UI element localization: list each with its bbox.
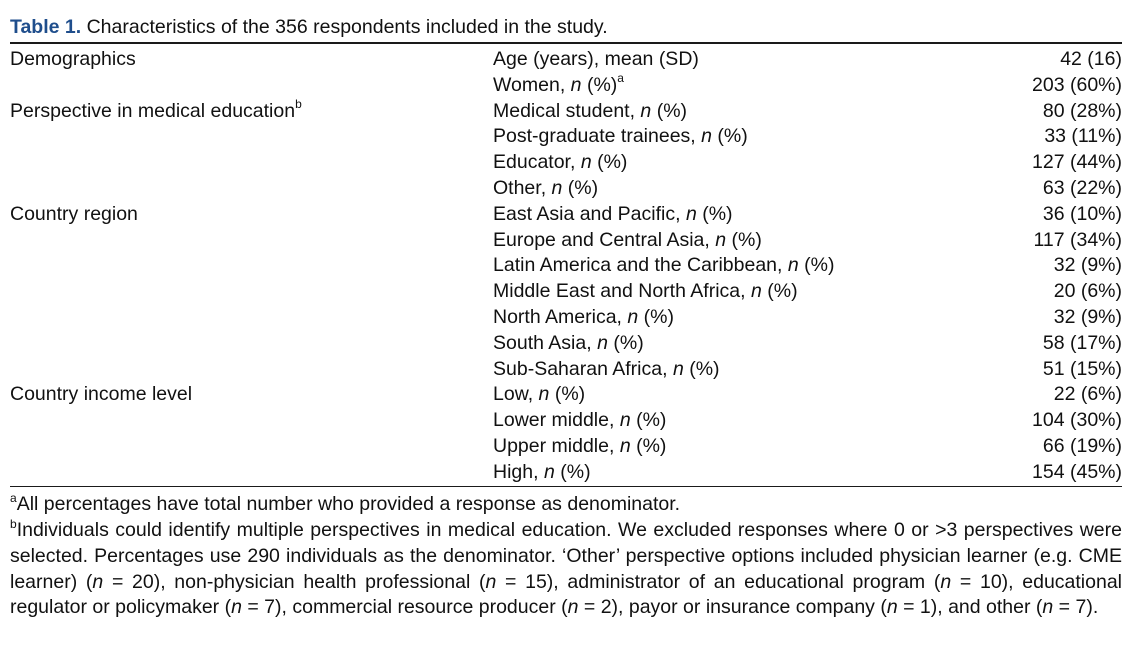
table-row xyxy=(10,357,1122,383)
value-cell: 51 (15%) xyxy=(1042,357,1122,380)
group-cell xyxy=(10,176,493,202)
group-cell xyxy=(10,460,493,486)
n-symbol: n xyxy=(92,570,104,593)
table-body xyxy=(10,47,1122,486)
group-cell xyxy=(10,228,493,254)
table-row xyxy=(10,253,1122,279)
group-cell xyxy=(10,202,493,228)
value-cell: 66 (19%) xyxy=(1042,434,1122,457)
percent-suffix: (%) xyxy=(630,409,667,432)
percent-suffix: (%) xyxy=(549,383,586,406)
n-symbol: n xyxy=(567,596,579,619)
measure-cell xyxy=(493,279,973,305)
value-cell: 117 (34%) xyxy=(1033,228,1122,251)
measure-cell xyxy=(493,382,973,408)
table-row xyxy=(10,279,1122,305)
value-cell: 33 (11%) xyxy=(1044,125,1122,148)
table-bottom-rule xyxy=(10,486,1122,487)
value-cell: 80 (28%) xyxy=(1042,99,1122,122)
percent-suffix: (%) xyxy=(696,202,733,225)
percent-suffix: (%) xyxy=(726,228,762,251)
footnote-b-text: = 10), educational regulator or policymaker ( xyxy=(10,570,1123,619)
measure-cell xyxy=(493,434,973,460)
group-label: Perspective in medical education xyxy=(10,99,296,122)
table-row xyxy=(10,73,1122,99)
measure-cell xyxy=(493,202,973,228)
n-symbol: n xyxy=(580,151,592,174)
measure-cell xyxy=(493,460,973,486)
n-symbol: n xyxy=(485,570,497,593)
percent-suffix: (%) xyxy=(562,176,599,199)
measure-cell xyxy=(493,150,973,176)
value-cell: 203 (60%) xyxy=(1032,73,1122,96)
percent-suffix: (%) xyxy=(651,99,688,122)
table-row xyxy=(10,460,1122,486)
group-cell xyxy=(10,408,493,434)
group-label: Country region xyxy=(10,202,138,225)
n-symbol: n xyxy=(886,596,898,619)
n-symbol: n xyxy=(627,305,639,328)
percent-suffix: (%) xyxy=(630,434,667,457)
n-symbol: n xyxy=(597,331,608,354)
group-cell xyxy=(10,73,493,99)
footnote-a-marker: a xyxy=(10,490,17,505)
table-caption xyxy=(10,15,608,39)
group-cell xyxy=(10,253,493,279)
footnote-marker: b xyxy=(295,97,302,112)
group-cell xyxy=(10,382,493,408)
footnote-b-text: = 7), commercial resource producer ( xyxy=(241,596,568,619)
table-label: Table 1. xyxy=(10,16,82,38)
measure-cell xyxy=(493,228,973,254)
percent-suffix: (%) xyxy=(683,357,720,380)
n-symbol: n xyxy=(619,409,631,432)
n-symbol: n xyxy=(750,280,762,303)
table-row xyxy=(10,124,1122,150)
measure-cell xyxy=(493,331,973,357)
measure-label: High, xyxy=(493,460,544,483)
table-row xyxy=(10,331,1122,357)
table-row xyxy=(10,47,1122,73)
footnote-b-text: = 15), administrator of an educational program ( xyxy=(496,570,941,593)
measure-cell xyxy=(493,176,973,202)
n-symbol: n xyxy=(701,125,712,148)
measure-label: Women, xyxy=(493,73,571,96)
percent-suffix: (%) xyxy=(798,254,835,277)
value-cell: 42 (16) xyxy=(1060,48,1122,70)
n-symbol: n xyxy=(940,570,952,593)
percent-suffix: (%) xyxy=(607,331,644,354)
footnote-b-text: = 20), non-physician health professional ( xyxy=(103,570,486,593)
percent-suffix: (%) xyxy=(761,280,798,303)
n-symbol: n xyxy=(672,357,684,380)
n-symbol: n xyxy=(570,73,582,96)
group-cell xyxy=(10,331,493,357)
value-cell: 127 (44%) xyxy=(1032,151,1122,174)
group-cell xyxy=(10,47,493,73)
group-cell xyxy=(10,434,493,460)
n-symbol: n xyxy=(1042,596,1054,619)
percent-suffix: (%) xyxy=(638,305,674,328)
value-cell: 58 (17%) xyxy=(1042,331,1122,354)
footnote-b-text: Individuals could identify multiple perspectives in medical education. We excluded responses where 0 or >3 perspectives were selected. Percentages use 290 individuals as the denominator. ‘Other’ perspective options included physician learner (e.g. CME learner) ( xyxy=(10,519,1122,593)
percent-suffix: (%) xyxy=(554,460,591,483)
group-label: Demographics xyxy=(10,48,136,70)
measure-cell xyxy=(493,73,973,99)
value-cell: 63 (22%) xyxy=(1042,176,1122,199)
footnote-b-marker: b xyxy=(10,516,17,531)
measure-label: Middle East and North Africa, xyxy=(493,280,751,303)
measure-label: Low, xyxy=(493,383,539,406)
measure-label: Europe and Central Asia, xyxy=(493,228,716,251)
group-cell xyxy=(10,279,493,305)
n-symbol: n xyxy=(231,596,242,619)
footnote-b-text: = 7). xyxy=(1053,596,1099,619)
value-cell: 22 (6%) xyxy=(1053,383,1122,406)
n-symbol: n xyxy=(619,434,631,457)
measure-label: Sub-Saharan Africa, xyxy=(493,357,673,380)
measure-label: East Asia and Pacific, xyxy=(493,202,686,225)
measure-cell xyxy=(493,305,973,331)
value-cell: 36 (10%) xyxy=(1042,202,1122,225)
measure-cell xyxy=(493,99,973,125)
percent-suffix: (%) xyxy=(711,125,748,148)
table-row xyxy=(10,202,1122,228)
footnote-b-text: = 1), and other ( xyxy=(897,596,1043,619)
measure-label: Upper middle, xyxy=(493,434,620,457)
percent-suffix: (%) xyxy=(591,151,628,174)
measure-cell xyxy=(493,253,973,279)
measure-cell xyxy=(493,124,973,150)
footnote-b xyxy=(10,518,1122,621)
table-row xyxy=(10,228,1122,254)
measure-label: Educator, xyxy=(493,151,581,174)
measure-cell xyxy=(493,47,973,73)
measure-label: North America, xyxy=(493,305,628,328)
group-cell xyxy=(10,99,493,125)
n-symbol: n xyxy=(715,228,727,251)
value-cell: 104 (30%) xyxy=(1032,409,1122,432)
n-symbol: n xyxy=(640,99,652,122)
measure-cell xyxy=(493,357,973,383)
footnote-a xyxy=(10,492,1122,518)
measure-label: Post-graduate trainees, xyxy=(493,125,702,148)
value-cell: 32 (9%) xyxy=(1053,254,1122,277)
table-row xyxy=(10,150,1122,176)
percent-suffix: (%) xyxy=(581,73,618,96)
table-row xyxy=(10,434,1122,460)
table-row xyxy=(10,382,1122,408)
group-cell xyxy=(10,357,493,383)
group-cell xyxy=(10,124,493,150)
measure-cell xyxy=(493,408,973,434)
table-row xyxy=(10,408,1122,434)
measure-label: Lower middle, xyxy=(493,409,620,432)
footnote-a-text: All percentages have total number who provided a response as denominator. xyxy=(16,493,681,515)
value-cell: 32 (9%) xyxy=(1053,305,1122,328)
n-symbol: n xyxy=(538,383,550,406)
characteristics-table xyxy=(10,47,1122,486)
value-cell: 154 (45%) xyxy=(1032,460,1122,483)
measure-label: Latin America and the Caribbean, xyxy=(493,254,788,277)
n-symbol: n xyxy=(685,202,697,225)
table-row xyxy=(10,305,1122,331)
table-row xyxy=(10,99,1122,125)
group-cell xyxy=(10,305,493,331)
table-top-rule xyxy=(10,42,1122,44)
group-cell xyxy=(10,150,493,176)
value-cell: 20 (6%) xyxy=(1053,280,1122,303)
measure-label: Other, xyxy=(493,176,552,199)
n-symbol: n xyxy=(543,460,555,483)
n-symbol: n xyxy=(787,254,799,277)
measure-label: Age (years), mean (SD) xyxy=(493,48,699,70)
measure-label: Medical student, xyxy=(493,99,641,122)
footnote-marker: a xyxy=(617,71,624,86)
n-symbol: n xyxy=(551,176,563,199)
table-row xyxy=(10,176,1122,202)
group-label: Country income level xyxy=(10,383,193,406)
table-title: Characteristics of the 356 respondents included in the study. xyxy=(86,16,608,38)
footnote-b-text: = 2), payor or insurance company ( xyxy=(578,596,887,619)
measure-label: South Asia, xyxy=(493,331,598,354)
